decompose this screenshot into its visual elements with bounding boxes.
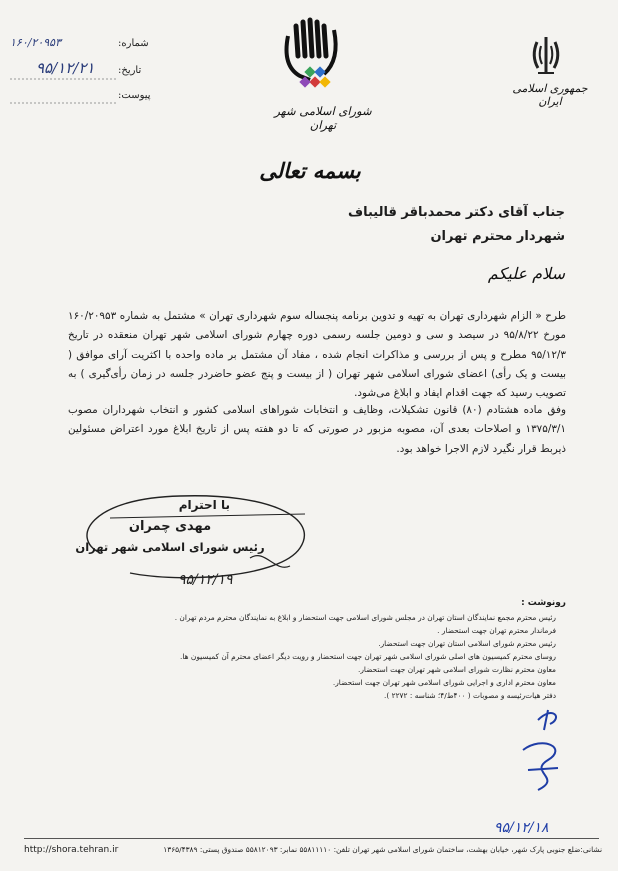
cc-item: رئیس محترم مجمع نمایندگان استان تهران در مجلس شورای اسلامی جهت استحضار و ابلاغ به نمایندگان محترم مردم تهران . xyxy=(174,613,556,622)
handwritten-note-icon xyxy=(508,700,578,810)
greeting: سلام علیکم xyxy=(487,264,565,283)
cc-item: روسای محترم کمیسیون های اصلی شورای اسلامی شهر تهران جهت استحضار و رویت دیگر اعضای محترم آن کمیسیون ها. xyxy=(180,652,556,661)
cc-item: رئیس محترم شورای اسلامی استان تهران جهت استحضار. xyxy=(378,639,556,648)
recipient-title: شهردار محترم تهران xyxy=(430,229,565,244)
body-paragraph-1: طرح « الزام شهرداری تهران به تهیه و تدوین برنامه پنجساله سوم شهرداری تهران » مشتمل به شماره ۱۶۰/۲۰۹۵۳ مورخ ۹۵/۸/۲۲ در سیصد و سی و دومین جلسه رسمی دوره چهارم شورای اسلامی شهر تهران منعقده در تاریخ ۹۵/۱۲/۳ مطرح و پس از بررسی و مذاکرات انجام شده ، مفاد آن مشتمل بر ماده واحده با اکثریت آرای موافق ( بیست و یک رأی) اعضای شورای اسلامی شهر تهران ( از بیست و پنج عضو حاضردر جلسه در زمان رأی‌گیری ) به تصویب رسید که جهت اقدام ایفاد و ابلاغ می‌شود. xyxy=(68,310,566,400)
cc-item: دفتر هیات‌رئیسه و مصوبات ( ۴۰۰ط/۴؛ شناسه : ۲۲۷۲ ). xyxy=(384,691,556,700)
recipient-name: جناب آقای دکتر محمدباقر قالیباف xyxy=(348,205,565,220)
iran-emblem-icon xyxy=(528,34,564,76)
number-label: شماره: xyxy=(118,38,149,49)
cc-title: رونوشت : xyxy=(521,598,566,608)
signature-position: رئیس شورای اسلامی شهر تهران xyxy=(75,540,265,554)
attachment-underline xyxy=(10,102,118,105)
date-underline xyxy=(10,78,118,81)
cc-item: فرماندار محترم تهران جهت استحضار . xyxy=(437,626,556,635)
council-logo-icon xyxy=(276,16,346,98)
handwritten-letter-number: ۱۶۰/۲۰۹۵۳ xyxy=(10,36,61,49)
body-paragraph-2: وفق ماده هشتادم (۸۰) قانون تشکیلات، وظایف و انتخابات شوراهای اسلامی کشور و انتخاب شهرداران مصوب ۱۳۷۵/۳/۱ و اصلاحات بعدی آن، مصوبه مزبور در صورتی که تا دو هفته پس از تاریخ ابلاغ مورد اعتراض مسئولین ذیربط قرار نگیرد لازم الاجرا خواهد بود. xyxy=(68,404,567,455)
footer-address: نشانی:ضلع جنوبی پارک شهر، خیابان بهشت، ساختمان شورای اسلامی شهر تهران تلفن: ۵۵۸۱۱۱۱۰ نمابر: ۵۵۸۱۲۰۹۳ صندوق پستی: ۱۳۶۵/۴۳۸۹ xyxy=(163,845,602,854)
iran-emblem-caption: جمهوری اسلامی ایران xyxy=(512,82,588,108)
signature-name: مهدی چمران xyxy=(128,519,212,534)
council-logo-caption: شورای اسلامی شهر تهران xyxy=(274,104,372,132)
signature-stamp-date: ۹۵/۱۲/۱۹ xyxy=(178,572,233,588)
cc-item: معاون محترم نظارت شورای اسلامی شهر تهران جهت استحضار. xyxy=(357,665,556,674)
footer-divider xyxy=(24,838,599,839)
cc-list xyxy=(60,611,556,702)
invocation-heading: بسمه تعالی xyxy=(259,158,361,183)
date-label: تاریخ: xyxy=(118,65,142,76)
cc-item: معاون محترم اداری و اجرایی شورای اسلامی شهر تهران جهت استحضار. xyxy=(332,678,556,687)
attachment-label: پیوست: xyxy=(118,90,151,101)
signature-closing: با احترام xyxy=(178,498,230,512)
handwritten-letter-date: ۹۵/۱۲/۲۱ xyxy=(36,59,95,77)
handwritten-bottom-date: ۹۵/۱۲/۱۸ xyxy=(494,820,549,836)
footer-url: http://shora.tehran.ir xyxy=(24,845,119,855)
